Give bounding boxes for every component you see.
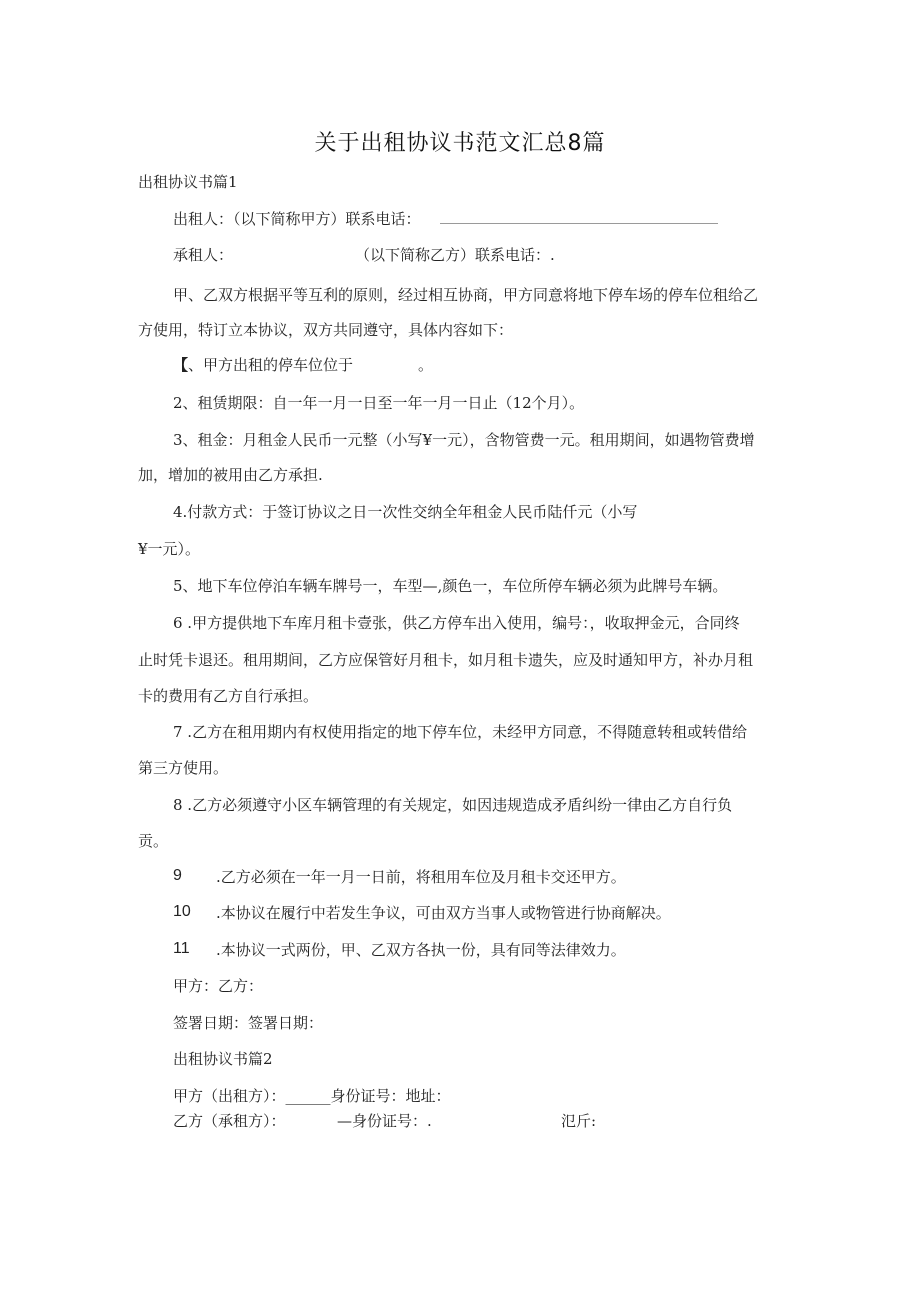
item-1: [173, 355, 353, 375]
page-title: 关于出租协议书范文汇总8篇: [314, 131, 606, 156]
intro-line-1: 甲、乙双方根据平等互利的原则，经过相互协商，甲方同意将地下停车场的停车位租给乙: [173, 286, 759, 304]
item-1-end: 。: [418, 356, 434, 374]
item-6-line-3: 卡的费用有乙方自行承担。: [138, 687, 319, 705]
item-6-line-1: 6 .甲方提供地下车库月租卡壹张，供乙方停车出入使用，编号：，收取押金元，合同终: [173, 614, 740, 632]
item-8-line-1: 8 .乙方必须遵守小区车辆管理的有关规定，如因违规造成矛盾纠纷一律由乙方自行负: [173, 796, 733, 814]
item-3-line-1: 3、租金：月租金人民币一元整（小写¥一元），含物管费一元。租用期间，如遇物管费增: [173, 431, 755, 449]
phone-underline: [440, 223, 718, 224]
lessee-rest: （以下简称乙方）联系电话：.: [355, 246, 555, 264]
lessor-line: 出租人：（以下简称甲方）联系电话：: [173, 210, 421, 228]
item-2: 2、租赁期限：自一年一月一日至一年一月一日止（12个月）。: [173, 394, 585, 412]
party-b-address: 氾斤:: [561, 1112, 597, 1130]
item-3-line-2: 加，增加的被用由乙方承担.: [138, 466, 323, 484]
item-4-line-2: ¥一元）。: [138, 540, 201, 558]
item-1-mark: 【: [173, 356, 189, 374]
item-4-line-1: 4.付款方式：于签订协议之日一次性交纳全年租金人民币陆仟元（小写: [173, 503, 638, 521]
item-9-text: .乙方必须在一年一月一日前，将租用车位及月租卡交还甲方。: [216, 868, 626, 886]
party-b-id: —身份证号：.: [337, 1112, 432, 1130]
item-6-line-2: 止时凭卡退还。租用期间，乙方应保管好月租卡，如月租卡遗失，应及时通知甲方，补办月租: [138, 651, 754, 669]
party-b-label: 乙方（承租方）：: [173, 1112, 286, 1130]
item-10-number: 10: [173, 903, 191, 920]
item-5: 5、地下车位停泊车辆车牌号一，车型—,颜色一，车位所停车辆必须为此牌号车辆。: [173, 577, 728, 595]
item-7-line-1: 7 .乙方在租用期内有权使用指定的地下停车位，未经甲方同意，不得随意转租或转借给: [173, 723, 748, 741]
item-9-number: 9: [173, 867, 182, 884]
party-a-line: 甲方（出租方）：______身份证号：地址：: [173, 1087, 451, 1105]
section-heading-2: 出租协议书篇2: [173, 1050, 273, 1068]
lessee-label: 承租人：: [173, 246, 234, 264]
section-heading-1: 出租协议书篇1: [138, 173, 238, 191]
item-11-number: 11: [173, 940, 190, 957]
item-1-text: 、甲方出租的停车位位于: [188, 356, 354, 374]
intro-line-2: 方使用，特订立本协议，双方共同遵守，具体内容如下：: [138, 321, 514, 339]
item-7-line-2: 第三方使用。: [138, 759, 229, 777]
item-8-line-2: 贡。: [138, 832, 169, 850]
signature-dates: 签署日期：签署日期：: [173, 1014, 324, 1032]
item-11-text: .本协议一式两份，甲、乙双方各执一份，具有同等法律效力。: [216, 941, 626, 959]
item-10-text: .本协议在履行中若发生争议，可由双方当事人或物管进行协商解决。: [216, 904, 671, 922]
signature-parties: 甲方：乙方：: [173, 977, 264, 995]
